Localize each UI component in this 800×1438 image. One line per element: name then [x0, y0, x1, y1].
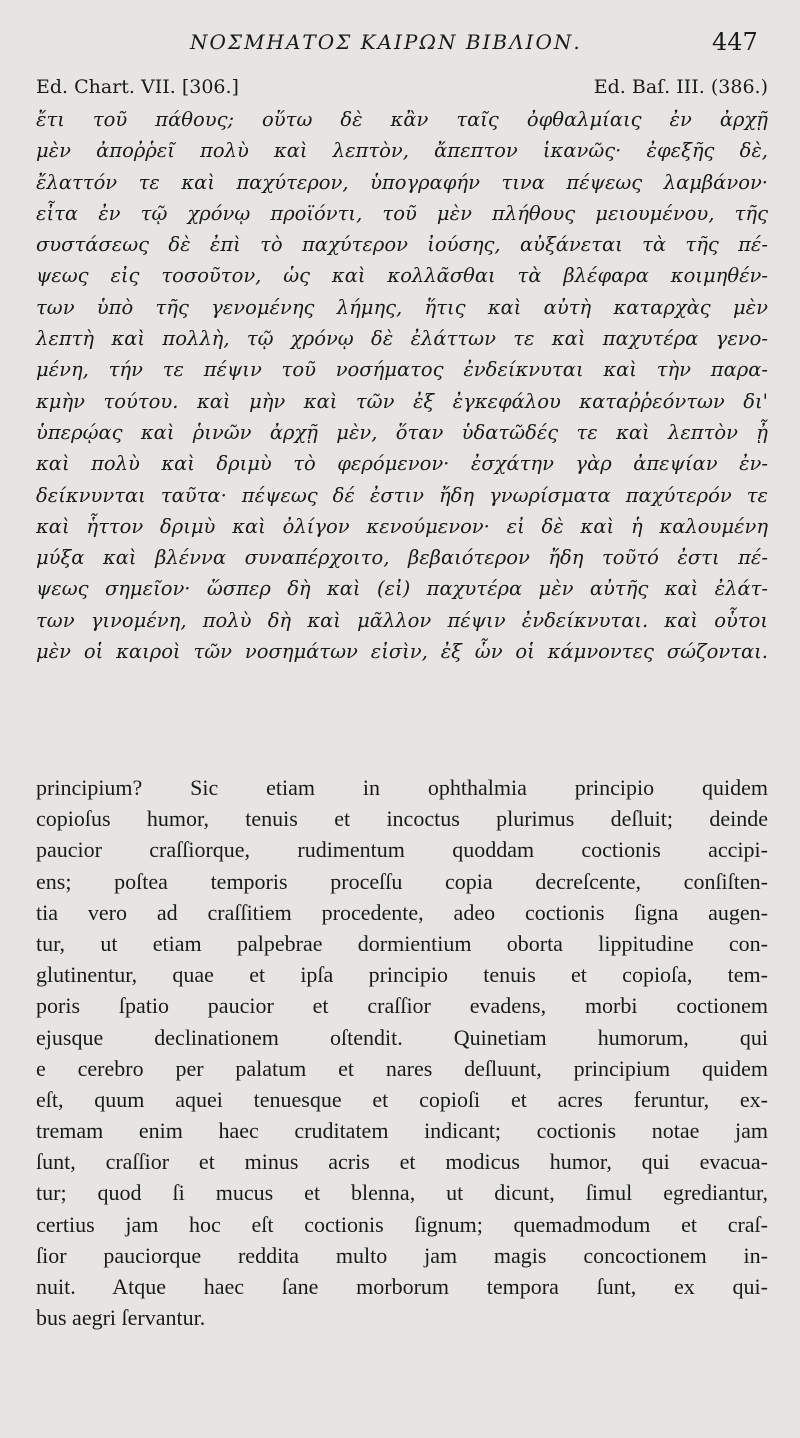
- latin-line: poris ſpatio paucior et craſſior evadens, morbi coctionem: [36, 993, 768, 1019]
- latin-line: copioſus humor, tenuis et incoctus plurimus deſluit; deinde: [36, 806, 768, 832]
- latin-line: glutinentur, quae et ipſa principio tenuis et copioſa, tem-: [36, 962, 768, 988]
- latin-line: ſunt, craſſior et minus acris et modicus humor, qui evacua-: [36, 1149, 768, 1175]
- greek-line: ὑπερῴας καὶ ῥινῶν ἀρχῇ μὲν, ὅταν ὑδατῶδές τε καὶ λεπτὸν ᾖ: [36, 420, 768, 444]
- edition-basel-reference: Ed. Baſ. III. (386.): [593, 76, 768, 98]
- latin-line: ejusque declinationem oſtendit. Quinetiam humorum, qui: [36, 1024, 768, 1050]
- latin-text-block: [36, 772, 768, 1333]
- edition-chartier-reference: Ed. Chart. VII. [306.]: [36, 76, 239, 98]
- greek-line: ψεως εἰς τοσοῦτον, ὡς καὶ κολλᾶσθαι τὰ βλέφαρα κοιμηθέν-: [36, 264, 768, 288]
- edition-reference-line: [36, 76, 768, 106]
- latin-line: ens; poſtea temporis proceſſu copia decreſcente, conſiſten-: [36, 868, 768, 894]
- latin-line: principium? Sic etiam in ophthalmia principio quidem: [36, 775, 768, 800]
- latin-line: paucior craſſiorque, rudimentum quoddam coctionis accipi-: [36, 837, 768, 863]
- latin-line: e cerebro per palatum et nares deſluunt, principium quidem: [36, 1055, 768, 1081]
- greek-line: μὲν οἱ καιροὶ τῶν νοσημάτων εἰσὶν, ἐξ ὧν οἱ κάμνοντες σώζονται.: [36, 640, 768, 664]
- greek-line: εἶτα ἐν τῷ χρόνῳ προϊόντι, τοῦ μὲν πλήθους μειουμένου, τῆς: [36, 201, 768, 225]
- greek-line: μύξα καὶ βλέννα συναπέρχοιτο, βεβαιότερον ἤδη τοῦτό ἐστι πέ-: [36, 546, 768, 570]
- greek-line: δείκνυνται ταῦτα· πέψεως δέ ἐστιν ἤδη γνωρίσματα παχύτερόν τε: [36, 483, 768, 507]
- greek-text-block: [36, 104, 768, 667]
- greek-line: κμὴν τούτου. καὶ μὴν καὶ τῶν ἐξ ἐγκεφάλου καταῤῥεόντων δι': [36, 389, 768, 413]
- latin-line: certius jam hoc eſt coctionis ſignum; quemadmodum et craſ-: [36, 1211, 768, 1237]
- greek-line: καὶ ἧττον δριμὺ καὶ ὀλίγον κενούμενον· εἰ δὲ καὶ ἡ καλουμένη: [36, 514, 768, 538]
- greek-line: μένη, τήν τε πέψιν τοῦ νοσήματος ἐνδείκνυται καὶ τὴν παρα-: [36, 358, 768, 382]
- greek-line: ἔλαττόν τε καὶ παχύτερον, ὑπογραφήν τινα πέψεως λαμβάνον·: [36, 170, 768, 194]
- running-head-title: ΝΟΣΜΗΑΤΟΣ ΚΑΙΡΩΝ ΒΙΒΛΙΟΝ.: [190, 30, 582, 54]
- greek-line: καὶ πολὺ καὶ δριμὺ τὸ φερόμενον· ἐσχάτην γὰρ ἀπεψίαν ἐν-: [36, 452, 768, 476]
- latin-line: eſt, quum aquei tenuesque et copioſi et acres feruntur, ex-: [36, 1086, 768, 1112]
- latin-line: tia vero ad craſſitiem procedente, adeo coctionis ſigna augen-: [36, 899, 768, 925]
- greek-line: ψεως σημεῖον· ὥσπερ δὴ καὶ (εἰ) παχυτέρα μὲν αὐτῆς καὶ ἐλάτ-: [36, 577, 768, 601]
- running-head: [0, 28, 800, 68]
- latin-line: ſior pauciorque reddita multo jam magis concoctionem in-: [36, 1242, 768, 1268]
- latin-line: tremam enim haec cruditatem indicant; coctionis notae jam: [36, 1118, 768, 1144]
- greek-line: μὲν ἀποῤῥεῖ πολὺ καὶ λεπτὸν, ἄπεπτον ἱκανῶς· ἐφεξῆς δὲ,: [36, 139, 768, 163]
- greek-line: λεπτὴ καὶ πολλὴ, τῷ χρόνῳ δὲ ἐλάττων τε καὶ παχυτέρα γενο-: [36, 327, 768, 351]
- greek-line: συστάσεως δὲ ἐπὶ τὸ παχύτερον ἰούσης, αὐξάνεται τὰ τῆς πέ-: [36, 233, 768, 257]
- greek-line: ἔτι τοῦ πάθους; οὕτω δὲ κἂν ταῖς ὀφθαλμίαις ἐν ἀρχῇ: [36, 108, 768, 131]
- latin-line: bus aegri ſervantur.: [36, 1305, 206, 1331]
- latin-line: nuit. Atque haec ſane morborum tempora ſunt, ex qui-: [36, 1274, 768, 1299]
- greek-line: των ὑπὸ τῆς γενομένης λήμης, ἥτις καὶ αὐτὴ καταρχὰς μὲν: [36, 295, 768, 319]
- greek-line: των γινομένη, πολὺ δὴ καὶ μᾶλλον πέψιν ἐνδείκνυται. καὶ οὗτοι: [36, 608, 768, 632]
- page-number: 447: [712, 28, 758, 56]
- latin-line: tur; quod ſi mucus et blenna, ut dicunt, ſimul egrediantur,: [36, 1180, 768, 1206]
- latin-line: tur, ut etiam palpebrae dormientium oborta lippitudine con-: [36, 930, 768, 956]
